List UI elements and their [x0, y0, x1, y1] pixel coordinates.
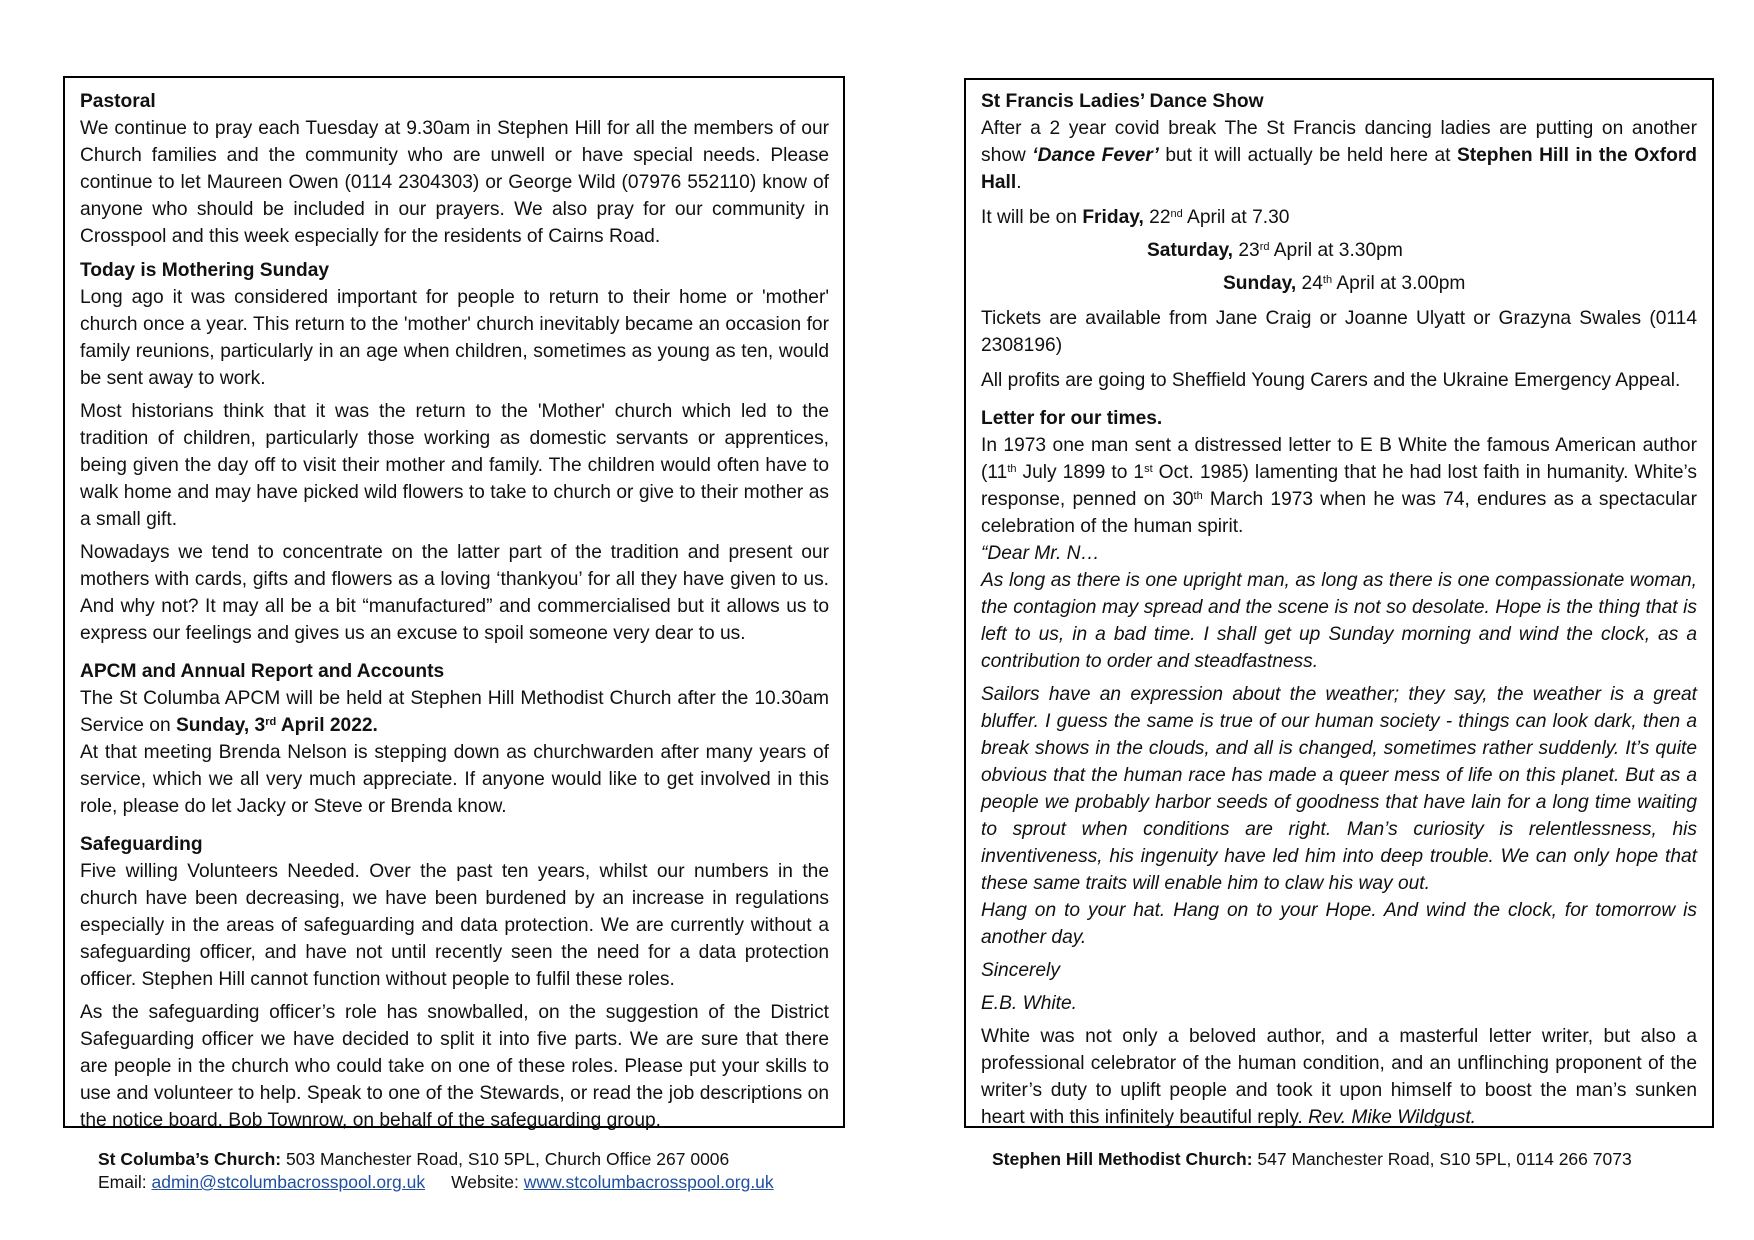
letter-sup: th	[1193, 490, 1203, 502]
footer-right	[992, 1148, 1632, 1171]
apcm-heading: APCM and Annual Report and Accounts	[80, 661, 445, 682]
dance-intro-end: .	[1016, 172, 1022, 193]
dance-show-heading: St Francis Ladies’ Dance Show	[981, 91, 1264, 112]
date-num: 24	[1296, 273, 1323, 294]
footer-address: 547 Manchester Road, S10 5PL, 0114 266 7073	[1252, 1149, 1632, 1169]
date-day: Friday,	[1082, 207, 1144, 228]
date-rest: April at 3.30pm	[1269, 240, 1403, 261]
letter-author: Rev. Mike Wildgust.	[1308, 1107, 1476, 1128]
website-label: Website:	[451, 1172, 524, 1192]
letter-intro-c: Oct. 1985) lamenting that he had lost faith in humanity. White’s response, penned on 30	[981, 462, 1698, 510]
apcm-paragraph-1	[80, 685, 829, 739]
footer-church-name: Stephen Hill Methodist Church:	[992, 1149, 1253, 1169]
letter-sup: th	[1007, 463, 1017, 475]
letter-intro-b: July 1899 to 1	[1016, 462, 1145, 483]
dance-profits: All profits are going to Sheffield Young Carers and the Ukraine Emergency Appeal.	[981, 370, 1681, 391]
dance-date-sunday	[981, 270, 1697, 297]
date-sup: nd	[1170, 208, 1183, 220]
safeguarding-paragraph-1: Five willing Volunteers Needed. Over the past ten years, whilst our numbers in the church have been decreasing, we have been burdened by an increase in regulations especially in the areas of safeguarding and data protection. We are currently without a safeguarding officer, and have not until recently seen the need for a data protection officer. Stephen Hill cannot function without people to fulfil these roles.	[80, 861, 829, 990]
apcm-text: The St Columba APCM will be held at Stephen Hill Methodist Church after the 10.30am Service on	[80, 688, 829, 736]
right-panel	[964, 78, 1714, 1128]
letter-heading: Letter for our times.	[981, 408, 1163, 429]
mothering-paragraph-1: Long ago it was considered important for people to return to their home or 'mother' church once a year. This return to the 'mother' church inevitably became an occasion for family reunions, particularly in an age when children, sometimes as young as ten, would be sent away to work.	[80, 287, 829, 389]
letter-closing-text: White was not only a beloved author, and a masterful letter writer, but also a professional celebrator of the human condition, and an unflinching proponent of the writer’s duty to uplift people and took it upon himself to boost the man’s sunken heart with this infinitely beautiful reply.	[981, 1026, 1697, 1128]
dance-venue: Stephen Hill in the Oxford Hall	[981, 145, 1698, 193]
left-panel	[63, 76, 845, 1131]
letter-quote-3: Hang on to your hat. Hang on to your Hope. And wind the clock, for tomorrow is another day.	[981, 900, 1697, 948]
email-label: Email:	[98, 1172, 152, 1192]
apcm-paragraph-2: At that meeting Brenda Nelson is stepping down as churchwarden after many years of service, which we all very much appreciate. If anyone would like to get involved in this role, please do let Jacky or Steve or Brenda know.	[80, 742, 829, 817]
letter-quote-2: Sailors have an expression about the weather; they say, the weather is a great bluffer. I guess the same is true of our human society - things can look dark, then a break shows in the clouds, and all is changed, sometimes rather suddenly. It’s quite obvious that the human race has made a queer mess of life on this planet. But as a people we probably harbor seeds of goodness that have lain for a long time waiting to sprout when conditions are right. Man’s curiosity is relentlessness, his inventiveness, his ingenuity have led him into deep trouble. We can only hope that these same traits will enable him to claw his way out.	[981, 684, 1697, 894]
dance-date-friday	[981, 204, 1697, 231]
date-num: 23	[1233, 240, 1260, 261]
dance-show-intro	[981, 115, 1697, 196]
safeguarding-paragraph-2: As the safeguarding officer’s role has snowballed, on the suggestion of the District Safeguarding officer we have decided to split it into five parts. We are sure that there are people in the church who could take on one of these roles. Please put your skills to use and volunteer to help. Speak to one of the Stewards, or read the job descriptions on the notice board. Bob Townrow, on behalf of the safeguarding group.	[80, 1002, 829, 1131]
date-day: Saturday,	[1147, 240, 1234, 261]
website-link[interactable]: www.stcolumbacrosspool.org.uk	[523, 1172, 774, 1192]
dance-show-name: ‘Dance Fever’	[1032, 145, 1159, 166]
apcm-date-sup: rd	[265, 716, 277, 728]
pastoral-body: We continue to pray each Tuesday at 9.30am in Stephen Hill for all the members of our Church families and the community who are unwell or have special needs. Please continue to let Maureen Owen (0114 2304303) or George Wild (07976 552110) know of anyone who should be included in our prayers. We also pray for our community in Crosspool and this week especially for the residents of Cairns Road.	[80, 118, 829, 247]
dance-tickets: Tickets are available from Jane Craig or Joanne Ulyatt or Grazyna Swales (0114 2308196)	[981, 308, 1697, 356]
apcm-date-day: Sunday, 3	[175, 715, 266, 736]
dance-date-saturday	[981, 237, 1697, 264]
date-sup: rd	[1259, 241, 1270, 253]
dance-intro-text-b: but it will actually be held here at	[1158, 145, 1457, 166]
letter-sup: st	[1144, 463, 1153, 475]
letter-closing	[981, 1023, 1697, 1131]
letter-salutation: “Dear Mr. N…	[981, 543, 1100, 564]
mothering-heading: Today is Mothering Sunday	[80, 260, 330, 281]
date-rest: April at 7.30	[1182, 207, 1290, 228]
dance-intro-text-a: After a 2 year covid break The St Francis dancing ladies are putting on another show	[981, 118, 1697, 166]
footer-left-address-line	[98, 1148, 774, 1171]
date-day: Sunday,	[1223, 273, 1297, 294]
letter-signature: E.B. White.	[981, 993, 1077, 1014]
date-num: 22	[1143, 207, 1171, 228]
safeguarding-heading: Safeguarding	[80, 834, 203, 855]
date-rest: April at 3.00pm	[1332, 273, 1466, 294]
email-link[interactable]: admin@stcolumbacrosspool.org.uk	[151, 1172, 426, 1192]
date-prefix: It will be on	[981, 207, 1083, 228]
mothering-paragraph-2: Most historians think that it was the return to the 'Mother' church which led to the tradition of children, particularly those working as domestic servants or apprentices, being given the day off to visit their mother and family. The children would often have to walk home and may have picked wild flowers to take to church or give to their mother as a small gift.	[80, 401, 829, 530]
apcm-date-rest: April 2022.	[276, 715, 378, 736]
pastoral-heading: Pastoral	[80, 91, 156, 112]
letter-intro-a: In 1973 one man sent a distressed letter to E B White the famous American author (11	[981, 435, 1697, 483]
footer-church-name: St Columba’s Church:	[98, 1149, 282, 1169]
letter-signoff: Sincerely	[981, 960, 1060, 981]
date-sup: th	[1322, 274, 1333, 286]
footer-address: 503 Manchester Road, S10 5PL, Church Office 267 0006	[281, 1149, 730, 1169]
letter-intro	[981, 432, 1697, 540]
footer-left	[98, 1148, 774, 1194]
letter-quote-1: As long as there is one upright man, as long as there is one compassionate woman, the contagion may spread and the scene is not so desolate. Hope is the thing that is left to us, in a bad time. I shall get up Sunday morning and wind the clock, as a contribution to order and steadfastness.	[981, 570, 1697, 672]
footer-left-contact-line	[98, 1171, 774, 1194]
letter-intro-d: March 1973 when he was 74, endures as a spectacular celebration of the human spirit.	[981, 489, 1697, 537]
mothering-paragraph-3: Nowadays we tend to concentrate on the latter part of the tradition and present our mothers with cards, gifts and flowers as a loving ‘thankyou’ for all they have given to us. And why not? It may all be a bit “manufactured” and commercialised but it allows us to express our feelings and gives us an excuse to spoil someone very dear to us.	[80, 542, 829, 644]
